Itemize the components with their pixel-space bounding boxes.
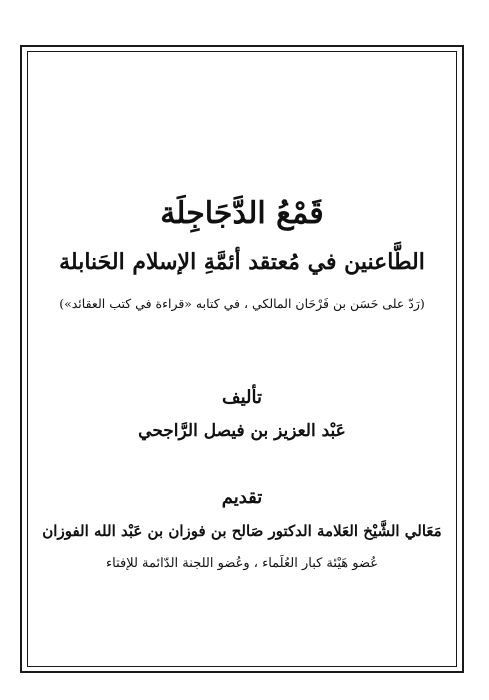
book-note: (رَدّ على حَسَن بن فَرْحَان المالكي ، في كتابه «قراءة في كتب العقائد») bbox=[59, 296, 425, 311]
author-name: عَبْد العزيز بن فيصل الرَّاجحي bbox=[138, 421, 346, 441]
foreword-label: تقديم bbox=[221, 487, 263, 508]
book-title: قَمْعُ الدَّجَاجِلَة bbox=[160, 196, 324, 231]
foreword-author-name: مَعَالي الشَّيْخ العَلامة الدكتور صَالح بن فوزان بن عَبْد الله الفوزان bbox=[42, 522, 442, 540]
author-label: تأليف bbox=[221, 387, 263, 408]
foreword-author-role: عُضو هَيْئة كبار العُلَماء ، وعُضو اللجنة الدّائمة للإفتاء bbox=[106, 556, 378, 571]
title-page bbox=[27, 51, 457, 667]
book-subtitle: الطَّاعنين في مُعتقد أئمَّةِ الإسلام الحَنابلة bbox=[59, 249, 425, 275]
